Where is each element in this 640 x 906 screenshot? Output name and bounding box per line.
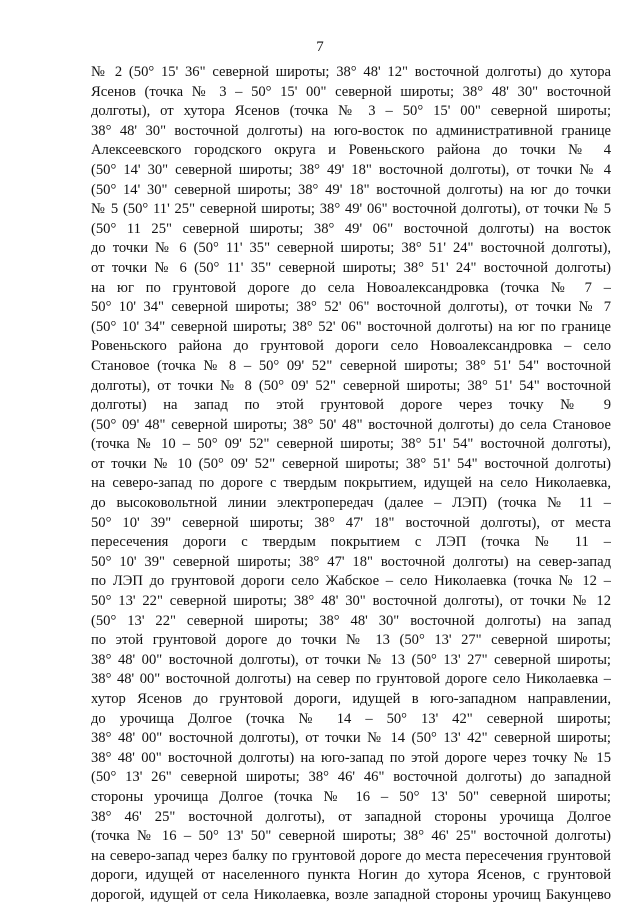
text-line: (50° 11 25" северной широты; 38° 49' 06" восточной долготы) на восток: [91, 220, 611, 237]
text-line: 50° 10' 39" северной широты; 38° 47' 18" восточной долготы), от места: [91, 514, 611, 531]
text-line: дорогой, идущей от села Николаевка, возле западной стороны урочищ Бакунцево: [91, 886, 611, 903]
text-line: № 2 (50° 15' 36" северной широты; 38° 48' 12" восточной долготы) до хутора: [91, 64, 611, 80]
text-line: пересечения дороги с твердым покрытием с ЛЭП (точка № 11 –: [91, 534, 611, 551]
text-line: 38° 48' 30" восточной долготы) на юго-восток по административной границе: [91, 122, 611, 139]
page-number: 7: [316, 39, 324, 55]
text-line: стороны урочища Долгое (точка № 16 – 50° 13' 50" северной широты;: [91, 788, 611, 805]
text-line: 38° 46' 25" восточной долготы), от западной стороны урочища Долгое: [91, 808, 611, 825]
text-line: 50° 10' 34" северной широты; 38° 52' 06" восточной долготы), от точки № 7: [91, 299, 611, 316]
text-line: долготы), от хутора Ясенов (точка № 3 – 50° 15' 00" северной широты;: [91, 103, 611, 120]
text-line: до урочища Долгое (точка № 14 – 50° 13' 42" северной широты;: [91, 710, 611, 727]
text-line: долготы) на запад по этой грунтовой дороге через точку № 9: [91, 397, 611, 414]
text-line: 50° 13' 22" северной широты; 38° 48' 30" восточной долготы), от точки № 12: [91, 593, 611, 610]
text-line: 38° 48' 00" восточной долготы), от точки № 14 (50° 13' 42" северной широты;: [91, 730, 611, 747]
text-line: на юг по грунтовой дороге до села Новоалександровка (точка № 7 –: [91, 279, 611, 296]
text-line: по ЛЭП до грунтовой дороги село Жабское – село Николаевка (точка № 12 –: [91, 573, 611, 590]
text-line: № 5 (50° 11' 25" северной широты; 38° 49' 06" восточной долготы), от точки № 5: [91, 201, 611, 218]
text-line: хутор Ясенов до грунтовой дороги, идущей в юго-западном направлении,: [91, 691, 611, 707]
text-line: (50° 13' 22" северной широты; 38° 48' 30" восточной долготы) на запад: [91, 612, 611, 629]
text-line: 38° 48' 00" восточной долготы) на север по грунтовой дороге село Николаевка –: [91, 671, 611, 688]
text-line: 38° 48' 00" восточной долготы), от точки № 13 (50° 13' 27" северной широты;: [91, 651, 611, 668]
text-line: до точки № 6 (50° 11' 35" северной широты; 38° 51' 24" восточной долготы),: [91, 240, 611, 257]
text-line: (50° 09' 48" северной широты; 38° 50' 48" восточной долготы) до села Становое: [91, 416, 611, 433]
text-line: 50° 10' 39" северной широты; 38° 47' 18" восточной долготы) на север-запад: [91, 553, 611, 570]
text-line: (50° 13' 26" северной широты; 38° 46' 46" восточной долготы) до западной: [91, 769, 611, 786]
text-line: Алексеевского городского округа и Ровеньского района до точки № 4: [91, 142, 611, 159]
body-text: [91, 63, 611, 906]
text-line: долготы), от точки № 8 (50° 09' 52" северной широты; 38° 51' 54" восточной: [91, 377, 611, 394]
text-line: от точки № 10 (50° 09' 52" северной широты; 38° 51' 54" восточной долготы): [91, 455, 611, 472]
text-line: (50° 14' 30" северной широты; 38° 49' 18" восточной долготы), от точки № 4: [91, 161, 611, 178]
text-line: по этой грунтовой дороге до точки № 13 (50° 13' 27" северной широты;: [91, 632, 611, 649]
text-line: 38° 48' 00" восточной долготы) на юго-запад по этой дороге через точку № 15: [91, 749, 611, 766]
text-line: на северо-запад по дороге с твердым покрытием, идущей на село Николаевка,: [91, 475, 611, 492]
text-line: (50° 14' 30" северной широты; 38° 49' 18" восточной долготы) на юг до точки: [91, 181, 611, 198]
text-line: (50° 10' 34" северной широты; 38° 52' 06" восточной долготы) на юг по границе: [91, 318, 611, 335]
text-line: Становое (точка № 8 – 50° 09' 52" северной широты; 38° 51' 54" восточной: [91, 357, 611, 374]
text-line: от точки № 6 (50° 11' 35" северной широты; 38° 51' 24" восточной долготы): [91, 259, 611, 276]
text-line: (точка № 16 – 50° 13' 50" северной широты; 38° 46' 25" восточной долготы): [91, 828, 611, 845]
text-line: на северо-запад через балку по грунтовой дороге до места пересечения грунтовой: [91, 847, 611, 864]
text-line: дороги, идущей от населенного пункта Ногин до хутора Ясенов, с грунтовой: [91, 867, 611, 884]
text-line: до высоковольтной линии электропередач (далее – ЛЭП) (точка № 11 –: [91, 495, 611, 512]
text-line: (точка № 10 – 50° 09' 52" северной широты; 38° 51' 54" восточной долготы),: [91, 436, 611, 453]
text-line: Ясенов (точка № 3 – 50° 15' 00" северной широты; 38° 48' 30" восточной: [91, 83, 611, 100]
text-line: Ровеньского района до грунтовой дороги село Новоалександровка – село: [91, 338, 611, 355]
